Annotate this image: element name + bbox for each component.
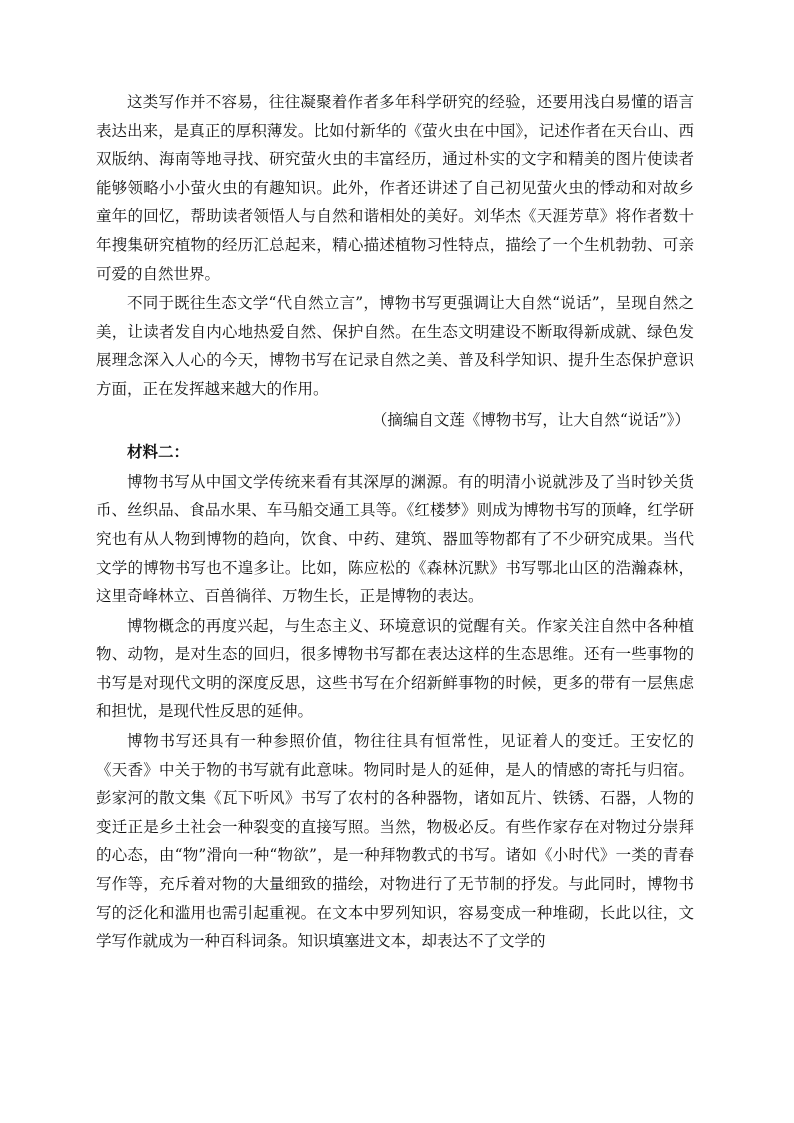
paragraph-literary-tradition: 博物书写从中国文学传统来看有其深厚的渊源。有的明清小说就涉及了当时钞关货币、丝织品、食品水果、车马船交通工具等。《红楼梦》则成为博物书写的顶峰，红学研究也有从人物到博物的趋向，饮食、中药、建筑、器皿等物都有了不少研究成果。当代文学的博物书写也不遑多让。比如，陈应松的《森林沉默》书写鄂北山区的浩瀚森林，这里奇峰林立、百兽徜徉、万物生长，正是博物的表达。 bbox=[96, 472, 694, 606]
material-two-heading: 材料二： bbox=[127, 442, 190, 462]
document-body bbox=[96, 88, 694, 957]
source-citation: （摘编自文莲《博物书写，让大自然“说话”》） bbox=[371, 410, 690, 429]
paragraph-reference-value: 博物书写还具有一种参照价值，物往往具有恒常性，见证着人的变迁。王安忆的《天香》中关于物的书写就有此意味。物同时是人的延伸，是人的情感的寄托与归宿。彭家河的散文集《瓦下听风》书写了农村的各种器物，诸如瓦片、铁锈、石器，人物的变迁正是乡土社会一种裂变的直接写照。当然，物极必反。有些作家存在对物过分崇拜的心态，由“物”滑向一种“物欲”，是一种拜物教式的书写。诸如《小时代》一类的青春写作等，充斥着对物的大量细致的描绘，对物进行了无节制的抒发。与此同时，博物书写的泛化和滥用也需引起重视。在文本中罗列知识，容易变成一种堆砌，长此以往，文学写作就成为一种百科词条。知识填塞进文本，却表达不了文学的 bbox=[96, 732, 694, 951]
paragraph-specialist-writing: 这类写作并不容易，往往凝聚着作者多年科学研究的经验，还要用浅白易懂的语言表达出来，是真正的厚积薄发。比如付新华的《萤火虫在中国》，记述作者在天台山、西双版纳、海南等地寻找、研究萤火虫的丰富经历，通过朴实的文字和精美的图片使读者能够领略小小萤火虫的有趣知识。此外，作者还讲述了自己初见萤火虫的悸动和对故乡童年的回忆，帮助读者领悟人与自然和谐相处的美好。刘华杰《天涯芳草》将作者数十年搜集研究植物的经历汇总起来，精心描述植物习性特点，描绘了一个生机勃勃、可亲可爱的自然世界。 bbox=[96, 93, 694, 283]
paragraph-let-nature-speak: 不同于既往生态文学“代自然立言”，博物书写更强调让大自然“说话”，呈现自然之美，让读者发自内心地热爱自然、保护自然。在生态文明建设不断取得新成就、绿色发展理念深入人心的今天，博物书写在记录自然之美、普及科学知识、提升生态保护意识方面，正在发挥越来越大的作用。 bbox=[96, 294, 694, 398]
paragraph-ecological-revival: 博物概念的再度兴起，与生态主义、环境意识的觉醒有关。作家关注自然中各种植物、动物，是对生态的回归，很多博物书写都在表达这样的生态思维。还有一些事物的书写是对现代文明的深度反思，这些书写在介绍新鲜事物的时候，更多的带有一层焦虑和担忧，是现代性反思的延伸。 bbox=[96, 616, 694, 721]
